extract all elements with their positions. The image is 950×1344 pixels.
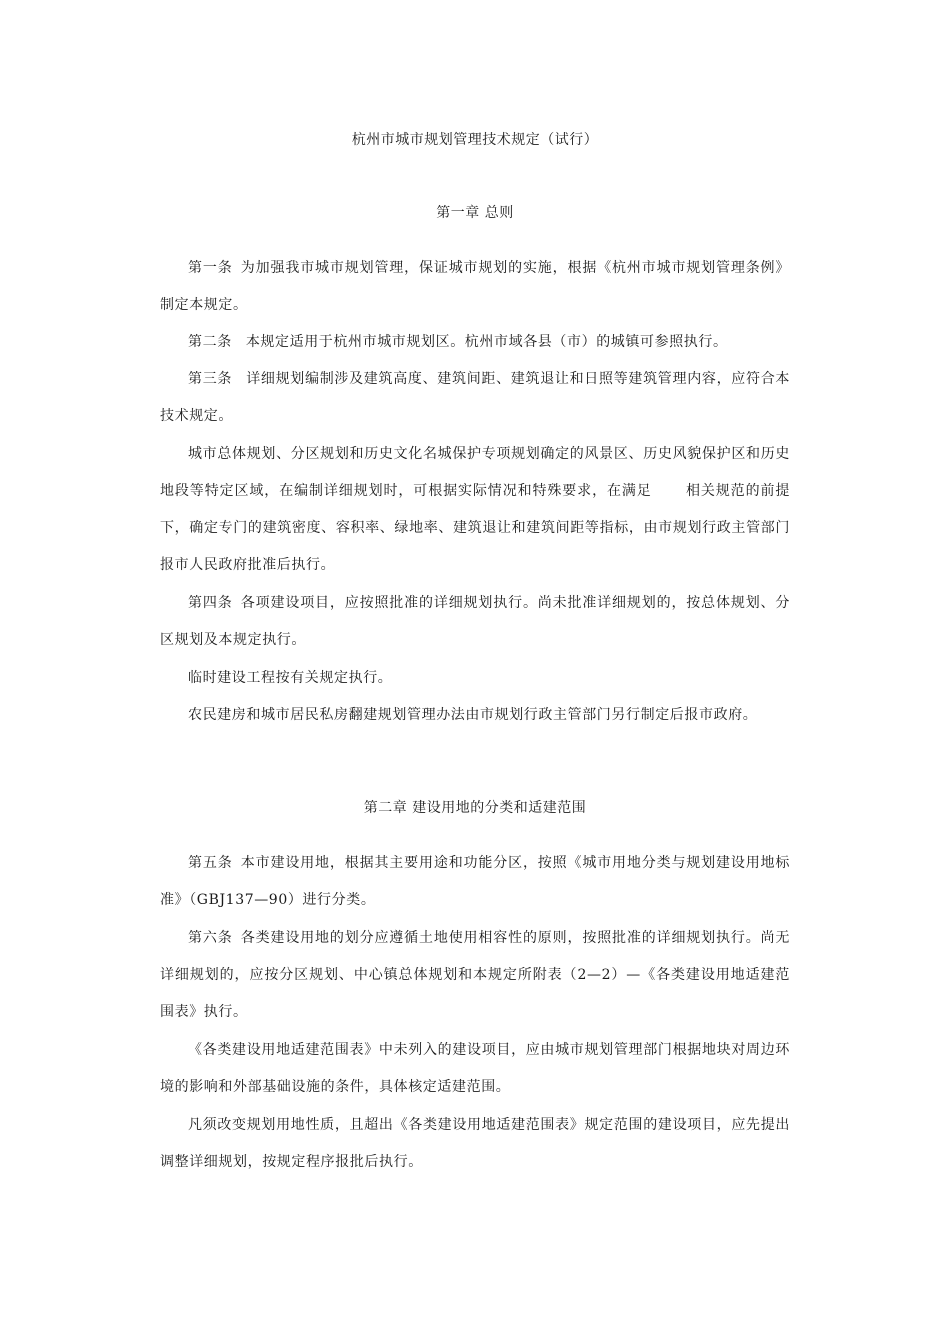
chapter-1-heading: 第一章 总则 — [436, 205, 514, 221]
article-3-paragraph-2 — [160, 436, 790, 584]
article-2 — [160, 324, 790, 361]
article-4-text: 各项建设项目，应按照批准的详细规划执行。尚未批准详细规划的，按总体规划、分区规划及本规定执行。 — [160, 595, 790, 648]
chapter-2-heading: 第二章 建设用地的分类和适建范围 — [363, 800, 587, 816]
article-4 — [160, 585, 790, 659]
article-4-paragraph-3: 农民建房和城市居民私房翻建规划管理办法由市规划行政主管部门另行制定后报市政府。 — [188, 707, 758, 723]
article-4-label: 第四条 — [188, 595, 233, 611]
article-3-paragraph-2-part-1: 城市总体规划、分区规划和历史文化名城保护专项规划确定的风景区、历史风貌保护区和历史地段等特定区域，在编制详细规划时，可根据实际情况和特殊要求，在满足 — [160, 446, 790, 499]
article-6-text: 各类建设用地的划分应遵循土地使用相容性的原则，按照批准的详细规划执行。尚无详细规划的，应按分区规划、中心镇总体规划和本规定所附表（2—2）—《各类建设用地适建范围表》执行。 — [160, 930, 790, 1020]
document-title: 杭州市城市规划管理技术规定（试行） — [351, 132, 599, 148]
article-6-paragraph-3: 凡须改变规划用地性质，且超出《各类建设用地适建范围表》规定范围的建设项目，应先提出调整详细规划，按规定程序报批后执行。 — [160, 1117, 790, 1170]
article-6-paragraph-2: 《各类建设用地适建范围表》中未列入的建设项目，应由城市规划管理部门根据地块对周边环境的影响和外部基础设施的条件，具体核定适建范围。 — [160, 1042, 790, 1095]
article-2-text: 本规定适用于杭州市城市规划区。杭州市域各县（市）的城镇可参照执行。 — [245, 334, 728, 350]
article-1 — [160, 250, 790, 324]
article-2-label: 第二条 — [188, 334, 232, 350]
article-4-paragraph-2: 临时建设工程按有关规定执行。 — [188, 670, 393, 686]
article-6-label: 第六条 — [188, 930, 233, 946]
article-5-label: 第五条 — [188, 855, 233, 871]
article-3-paragraph-2-part-2: 相关规范的前提下，确定专门的建筑密度、容积率、绿地率、建筑退让和建筑间距等指标，由市规划行政主管部门报市人民政府批准后执行。 — [160, 483, 790, 573]
article-3 — [160, 361, 790, 435]
article-5 — [160, 845, 790, 919]
article-1-label: 第一条 — [188, 260, 233, 276]
article-1-text: 为加强我市城市规划管理，保证城市规划的实施，根据《杭州市城市规划管理条例》制定本规定。 — [160, 260, 790, 313]
article-3-text: 详细规划编制涉及建筑高度、建筑间距、建筑退让和日照等建筑管理内容，应符合本技术规定。 — [160, 371, 790, 424]
article-6 — [160, 920, 790, 1031]
article-5-text: 本市建设用地，根据其主要用途和功能分区，按照《城市用地分类与规划建设用地标准》（GBJ137—90）进行分类。 — [160, 855, 790, 908]
article-3-label: 第三条 — [188, 371, 233, 387]
